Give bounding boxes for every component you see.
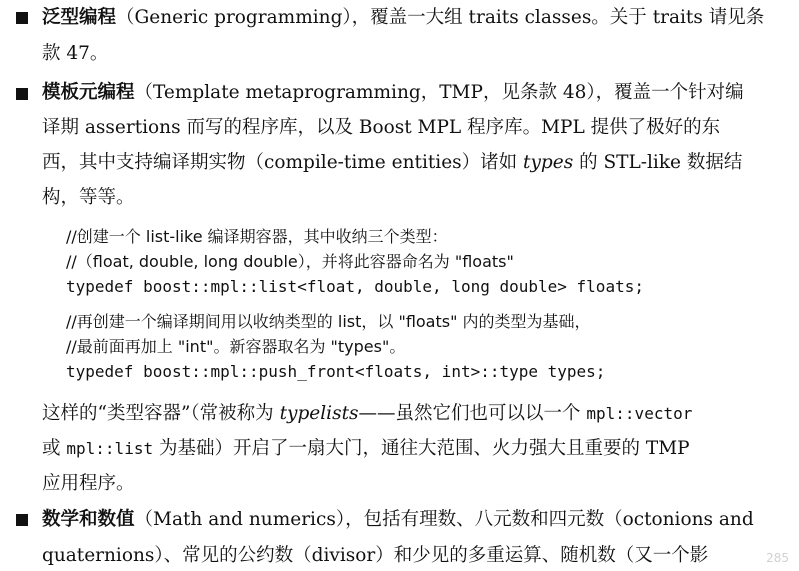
bullet-square-icon [16, 514, 28, 526]
bullet-square-icon [16, 88, 28, 100]
typelists-mpl-vector: mpl::vector [586, 404, 693, 423]
code-comment-1: //创建一个 list-like 编译期容器，其中收纳三个类型： [66, 227, 448, 246]
tmp-types-italic: types [523, 152, 574, 173]
math-line-1 [42, 510, 754, 530]
generic-programming-line-2: 款 47。 [42, 43, 109, 64]
typelists-line-3: 应用程序。 [42, 473, 135, 494]
tmp-line-1-text: （Template metaprogramming，TMP，见条款 48），覆盖一个针对编 [134, 82, 744, 103]
tmp-line-4: 构，等等。 [42, 187, 135, 208]
typelists-line-1-a: 这样的“类型容器”（常被称为 [42, 403, 280, 424]
typelists-italic: typelists [279, 403, 359, 424]
typelists-line-2 [42, 439, 690, 459]
typelists-line-2-b: 为基础）开启了一扇大门，通往大范围、火力强大且重要的 TMP [153, 438, 690, 459]
tmp-term: 模板元编程 [42, 82, 135, 103]
code-comment-3: //再创建一个编译期间用以收纳类型的 list，以 "floats" 内的类型为基础， [66, 312, 591, 331]
code-comment-2: //（float, double, long double），并将此容器命名为 "floats" [66, 252, 514, 271]
tmp-line-2: 译期 assertions 而写的程序库，以及 Boost MPL 程序库。MPL 提供了极好的东 [42, 117, 721, 138]
bullet-square-icon [16, 12, 28, 24]
code-typedef-types: typedef boost::mpl::push_front<floats, int>::type types; [66, 362, 606, 381]
typelists-line-1 [42, 404, 692, 424]
tmp-line-3-end: 的 STL-like 数据结 [573, 152, 743, 173]
generic-programming-line-1-text: （Generic programming），覆盖一大组 traits classes。关于 traits 请见条 [116, 7, 765, 28]
code-typedef-floats: typedef boost::mpl::list<float, double, long double> floats; [66, 277, 644, 296]
math-term: 数学和数值 [42, 509, 135, 530]
generic-programming-line-1 [42, 8, 764, 28]
tmp-line-3-text: 西，其中支持编译期实物（compile-time entities）诸如 [42, 152, 524, 173]
tmp-line-1 [42, 83, 744, 103]
generic-programming-term: 泛型编程 [42, 7, 117, 28]
math-line-1-text: （Math and numerics），包括有理数、八元数和四元数（octonions and [134, 509, 754, 530]
typelists-line-2-a: 或 [42, 438, 67, 459]
watermark: 285 [766, 551, 789, 565]
math-line-2: quaternions）、常见的公约数（divisor）和少见的多重运算、随机数（又一个影 [42, 545, 709, 566]
tmp-line-3 [42, 153, 742, 173]
typelists-mpl-list: mpl::list [66, 439, 154, 458]
typelists-line-1-b: ——虽然它们也可以以一个 [358, 403, 587, 424]
code-comment-4: //最前面再加上 "int"。新容器取名为 "types"。 [66, 337, 406, 356]
